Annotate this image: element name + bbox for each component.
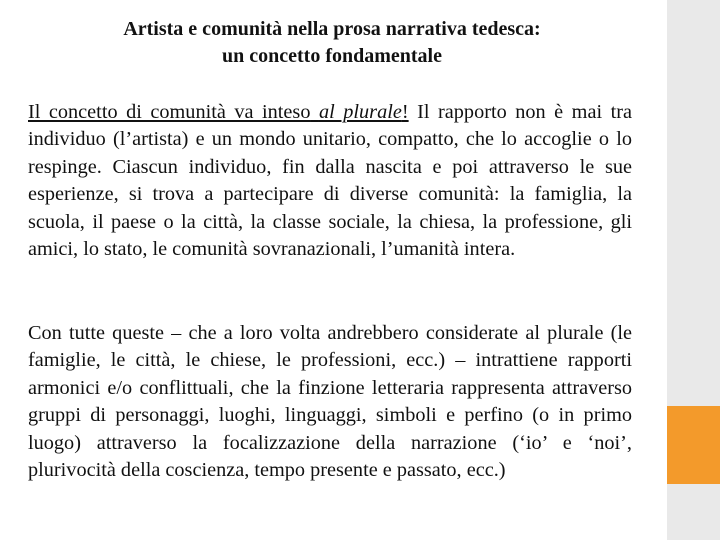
- underlined-exclamation: !: [401, 101, 409, 123]
- sidebar-orange-accent: [667, 406, 720, 484]
- emphasis-al-plurale: al plurale: [318, 101, 402, 123]
- title-line-2: un concetto fondamentale: [222, 45, 442, 67]
- paragraph-1: [28, 99, 632, 263]
- decorative-sidebar: [667, 0, 720, 540]
- paragraph-2: Con tutte queste – che a loro volta andrebbero considerate al plurale (le famiglie, le città, le chiese, le professioni, ecc.) – intrattiene rapporti armonici e/o conflittuali, che la finzione letteraria rappresenta attraverso gruppi di personaggi, luoghi, linguaggi, simboli e perfino (o in primo luogo) attraverso la focalizzazione della narrazione (‘io’ e ‘noi’, plurivocità della coscienza, tempo presente e passato, ecc.): [28, 322, 632, 482]
- paragraph-1-text: Il rapporto non è mai tra individuo (l’artista) e un mondo unitario, compatto, che lo accoglie o lo respinge. Ciascun individuo, fin dalla nascita e poi attraverso le sue esperienze, si trova a partecipare di diverse comunità: la famiglia, la scuola, il paese o la città, la classe sociale, la chiesa, la professione, gli amici, lo stato, le comunità sovranazionali, l’umanità intera.: [28, 101, 632, 261]
- underlined-space: [310, 101, 319, 123]
- title-line-1: Artista e comunità nella prosa narrativa tedesca:: [123, 18, 541, 40]
- sidebar-grey-bottom: [667, 484, 720, 540]
- underlined-phrase: Il concetto di comunità va inteso: [28, 101, 311, 123]
- slide-title: [40, 16, 624, 70]
- sidebar-grey-block: [667, 0, 720, 406]
